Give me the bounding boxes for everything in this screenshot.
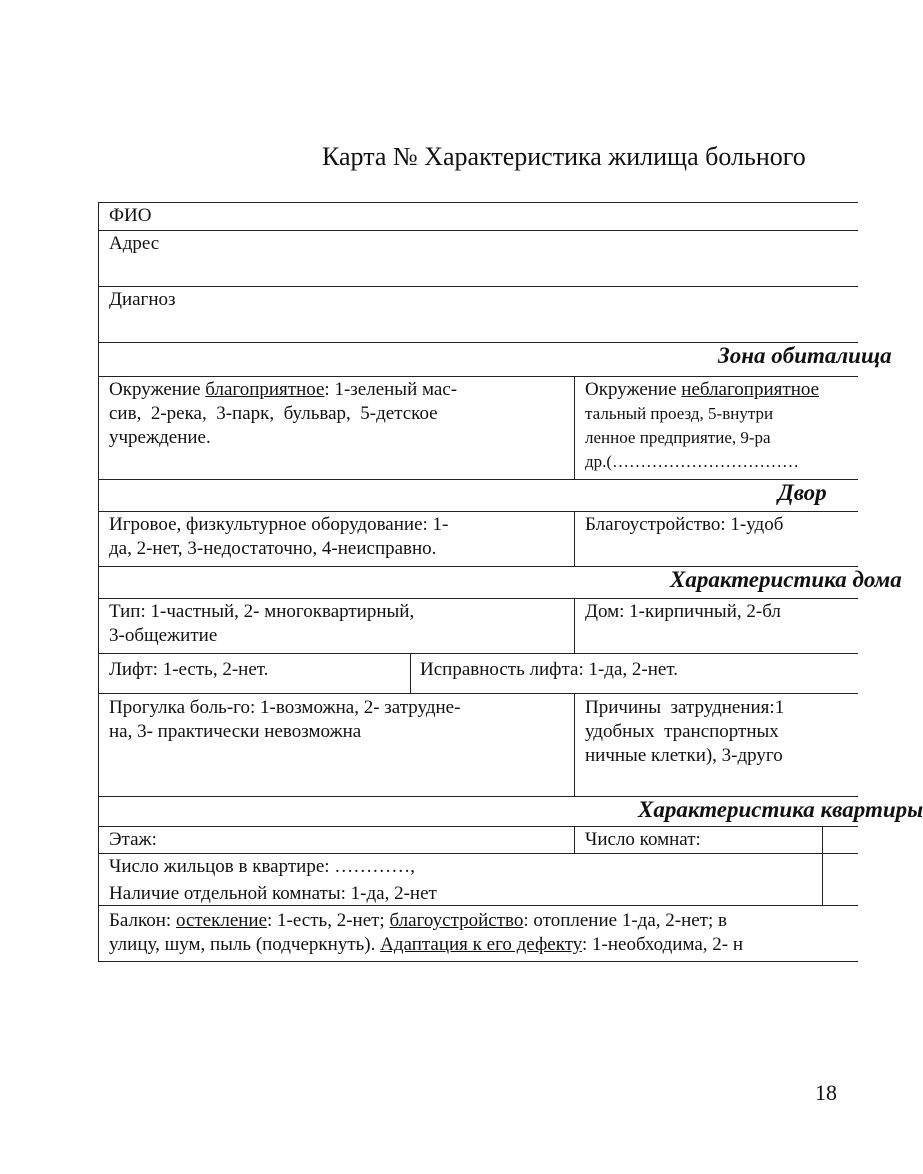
row-divider [98, 376, 858, 377]
balcony-line-2: улицу, шум, пыль (подчеркнуть). Адаптация к его дефекту: 1-необходима, 2- н [109, 934, 744, 955]
balcony-line-1: Балкон: остекление: 1-есть, 2-нет; благоустройство: отопление 1-да, 2-нет; в [109, 910, 727, 931]
page-number: 18 [815, 1080, 837, 1105]
diagnosis-label: Диагноз [109, 289, 176, 310]
section-house-heading: Характеристика дома [670, 567, 902, 592]
unfavorable-surroundings: Окружение неблагоприятное тальный проезд, 5-внутри ленное предприятие, 9-ра др.(…………………………… [585, 379, 820, 471]
patient-walk: Прогулка боль-го: 1-возможна, 2- затрудне- на, 3- практически невозможна [109, 697, 461, 742]
row-divider [98, 693, 858, 694]
column-divider [574, 693, 575, 796]
yard-equipment: Игровое, физкультурное оборудование: 1- да, 2-нет, 3-недостаточно, 4-неисправно. [109, 514, 449, 559]
row-divider [98, 853, 858, 854]
yard-improvement: Благоустройство: 1-удоб [585, 514, 784, 535]
room-count: Число комнат: [585, 829, 701, 850]
column-divider [410, 653, 411, 693]
column-divider [574, 376, 575, 479]
column-divider [574, 598, 575, 653]
row-divider [98, 598, 858, 599]
page-title: Карта № Характеристика жилища больного [322, 142, 806, 171]
section-yard-heading: Двор [778, 480, 827, 505]
row-divider [98, 202, 858, 203]
row-divider [98, 826, 858, 827]
house-type: Тип: 1-частный, 2- многоквартирный, 3-общежитие [109, 601, 415, 646]
section-zone-heading: Зона обиталища [718, 343, 892, 368]
lift: Лифт: 1-есть, 2-нет. [109, 659, 269, 680]
own-room: Наличие отдельной комнаты: 1-да, 2-нет [109, 883, 437, 904]
walk-difficulty-reasons: Причины затруднения:1 удобных транспортных ничные клетки), 3-друго [585, 697, 785, 766]
column-divider [822, 853, 823, 905]
favorable-surroundings: Окружение благоприятное: 1-зеленый мас- сив, 2-река, 3-парк, бульвар, 5-детское учреждение. [109, 379, 458, 448]
row-divider [98, 653, 858, 654]
column-divider [822, 826, 823, 853]
house-material: Дом: 1-кирпичный, 2-бл [585, 601, 781, 622]
address-label: Адрес [109, 233, 160, 254]
table-left-border [98, 202, 99, 962]
dwelling-card-table [98, 202, 923, 962]
row-divider [98, 479, 858, 480]
row-divider [98, 230, 858, 231]
fio-label: ФИО [109, 205, 152, 226]
column-divider [574, 511, 575, 566]
section-flat-heading: Характеристика квартиры [638, 797, 923, 822]
table-bottom-border [98, 961, 858, 962]
lift-working: Исправность лифта: 1-да, 2-нет. [420, 659, 678, 680]
floor: Этаж: [109, 829, 157, 850]
column-divider [574, 826, 575, 853]
residents-count: Число жильцов в квартире: …………, [109, 856, 416, 877]
row-divider [98, 286, 858, 287]
row-divider [98, 511, 858, 512]
